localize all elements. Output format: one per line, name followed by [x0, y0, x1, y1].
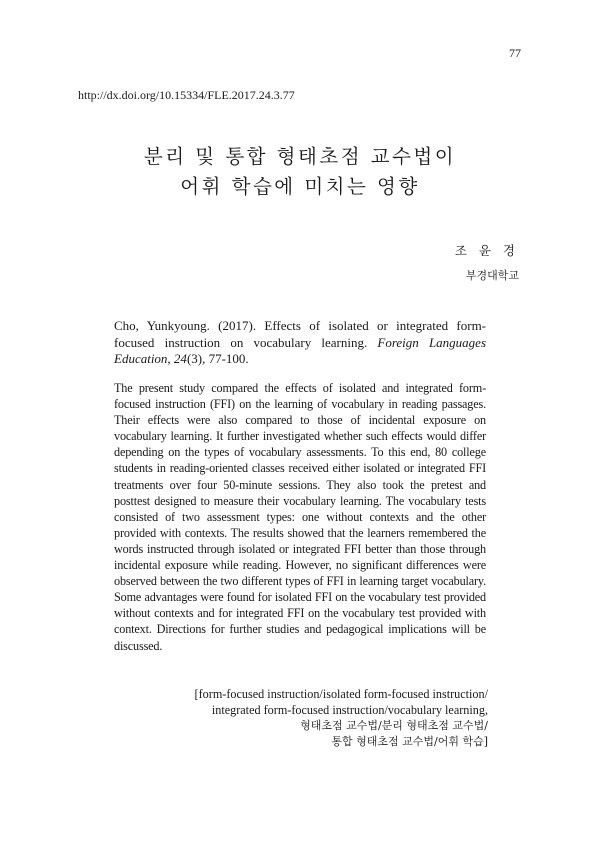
citation-authors-year: Cho, Yunkyoung. (2017). — [114, 318, 257, 333]
citation-article-title: Effects of isolated or integrated form-focused instruction on vocabulary learning. — [114, 318, 487, 350]
title-line-2: 어휘 학습에 미치는 영향 — [180, 175, 420, 198]
keywords-line-1: [form-focused instruction/isolated form-focused instruction/ — [194, 687, 488, 701]
author-affiliation: 부경대학교 — [465, 269, 519, 282]
citation-issue-pages: (3), 77-100. — [186, 351, 249, 366]
citation-journal: Foreign Languages Education, 24 — [114, 334, 486, 366]
doi-link[interactable]: http://dx.doi.org/10.15334/FLE.2017.24.3.77 — [78, 88, 295, 102]
author-block — [455, 241, 519, 283]
title-line-1: 분리 및 통합 형태초점 교수법이 — [143, 145, 457, 168]
author-name: 조 윤 경 — [454, 243, 519, 258]
keywords-line-2: integrated form-focused instruction/vocabulary learning, — [211, 703, 488, 717]
page-number: 77 — [509, 46, 521, 60]
keywords-line-4: 통합 형태초점 교수법/어휘 학습] — [331, 735, 488, 748]
abstract: The present study compared the effects of isolated and integrated form-focused instruction (FFI) on the learning of vocabulary in reading passages. Their effects were also compared to those of incidental exposure on vocabulary learning. It further investigated whether such effects would differ depending on the types of vocabulary assessments. To this end, 80 college students in reading-oriented classes received either isolated or integrated FFI treatments over four 50-minute sessions. They also took the pretest and posttest designed to measure their vocabulary learning. The vocabulary tests consisted of two assessment types: one without contexts and the other provided with contexts. The results showed that the learners remembered the words instructed through isolated or integrated FFI better than those through incidental exposure while reading. However, no significant differences were observed between the two different types of FFI in learning target vocabulary. Some advantages were found for isolated FFI on the vocabulary test provided without contexts and for integrated FFI on the vocabulary test provided with context. Directions for further studies and pedagogical implications will be discussed. — [114, 381, 486, 653]
keywords — [108, 686, 488, 750]
citation — [114, 318, 486, 368]
keywords-line-3: 형태초점 교수법/분리 형태초점 교수법/ — [300, 719, 488, 732]
paper-title — [0, 142, 600, 202]
